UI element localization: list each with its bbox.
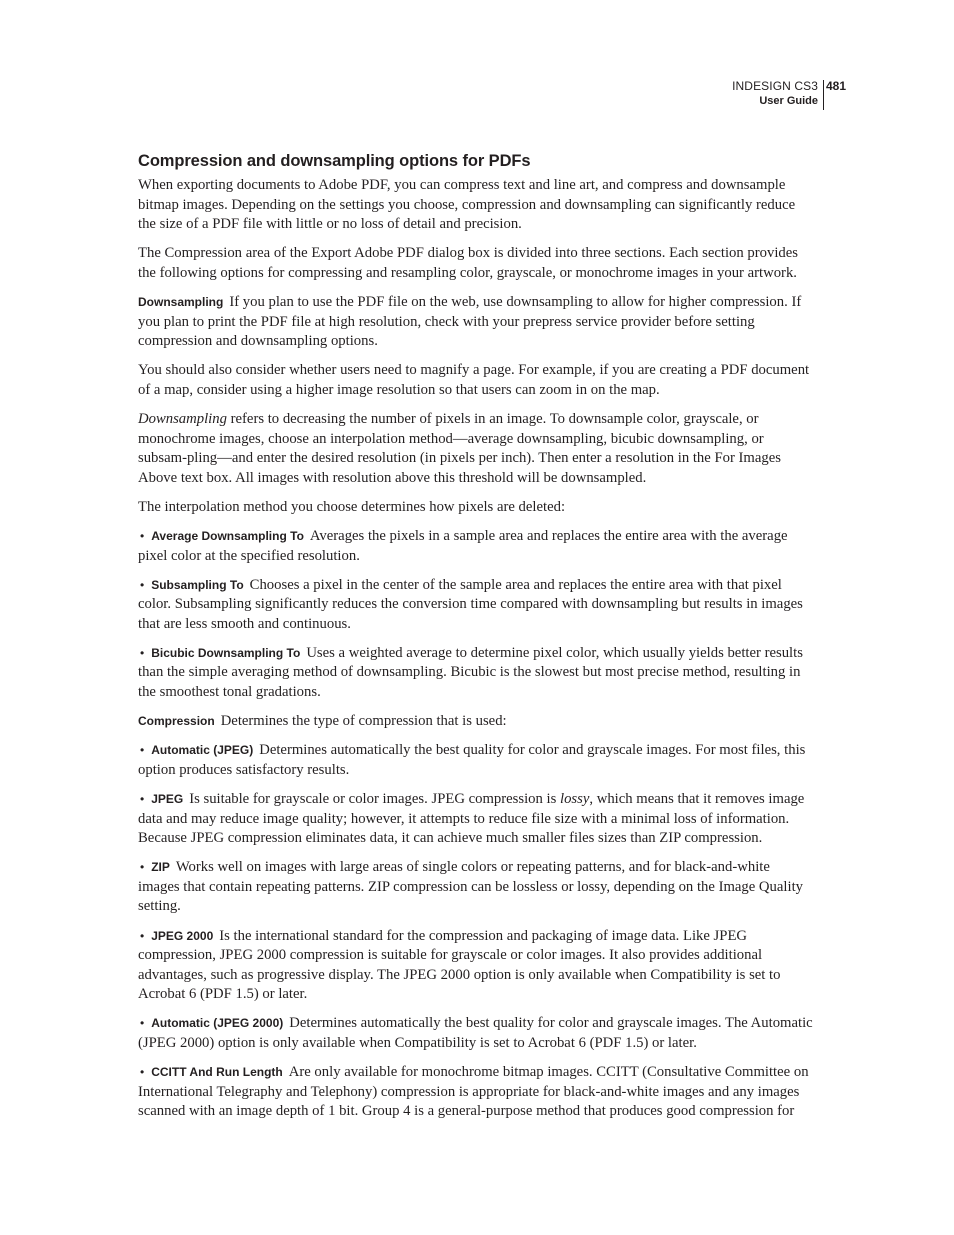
definition-paragraph bbox=[138, 410, 814, 488]
intro-paragraph: When exporting documents to Adobe PDF, you can compress text and line art, and compress and downsample bitmap images. Depending on the settings you choose, compression and downsampling can significantly reduce the size of a PDF file with little or no loss of detail and precision. bbox=[138, 177, 796, 233]
bullet-term: Subsampling To bbox=[151, 577, 244, 592]
header-guide: User Guide bbox=[759, 95, 818, 107]
bullet-term: Automatic (JPEG 2000) bbox=[151, 1016, 284, 1031]
bullet-term: Automatic (JPEG) bbox=[151, 743, 254, 758]
emphasis-lossy: lossy bbox=[560, 790, 590, 807]
bullet-item bbox=[138, 527, 814, 566]
bullet-term: Bicubic Downsampling To bbox=[151, 645, 301, 660]
bullet-text: Uses a weighted average to determine pixel color, which usually yields better results than the simple averaging method of downsampling. Bicubic is the slowest but most precise method, resulting in the smoothest tonal gradations. bbox=[138, 644, 803, 701]
bullet-marker: • bbox=[140, 743, 145, 758]
bullet-term: JPEG bbox=[151, 791, 184, 806]
bullet-term: CCITT And Run Length bbox=[151, 1065, 283, 1080]
bullet-term: Average Downsampling To bbox=[151, 528, 304, 543]
bullet-marker: • bbox=[140, 645, 145, 660]
bullet-term: JPEG 2000 bbox=[151, 928, 214, 943]
bullet-text: , which means that it removes image data and may reduce image quality; however, it attempts to reduce file size with a minimal loss of information. Because JPEG compression eliminates data, it can achieve much smaller files sizes than ZIP compression. bbox=[138, 790, 805, 847]
bullet-item bbox=[138, 576, 814, 635]
paragraph-text: refers to decreasing the number of pixels in an image. To downsample color, grayscale, or monochrome images, choose an interpolation method—average downsampling, bicubic downsampling, or subsam-pling—and enter the desired resolution (in pixels per inch). Then enter a resolution in the For Images Above text box. All images with resolution above this threshold will be downsampled. bbox=[138, 410, 781, 486]
bullet-marker: • bbox=[140, 860, 145, 875]
bullet-item bbox=[138, 1014, 814, 1053]
bullet-marker: • bbox=[140, 577, 145, 592]
intro-paragraph: The Compression area of the Export Adobe PDF dialog box is divided into three sections. Each section provides the following options for compressing and resampling color, grayscale, or monochrome images in your artwork. bbox=[138, 245, 798, 281]
bullet-item bbox=[138, 927, 814, 1005]
magnify-paragraph: You should also consider whether users need to magnify a page. For example, if you are creating a PDF document of a map, consider using a higher image resolution so that users can zoom in on the map. bbox=[138, 362, 810, 398]
bullet-text: Works well on images with large areas of single colors or repeating patterns, and for black-and-white images that contain repeating patterns. ZIP compression can be lossless or lossy, depending on the Image Quality setting. bbox=[138, 859, 803, 915]
bullet-text: Chooses a pixel in the center of the sample area and replaces the entire area with that pixel color. Subsampling significantly reduces the conversion time compared with downsampling but results in images that are less smooth and continuous. bbox=[138, 576, 803, 632]
page-body bbox=[138, 150, 814, 1131]
bullet-marker: • bbox=[140, 1065, 145, 1080]
bullet-marker: • bbox=[140, 928, 145, 943]
bullet-item bbox=[138, 1063, 814, 1122]
bullet-item bbox=[138, 644, 814, 703]
header-divider bbox=[823, 80, 824, 110]
header-text bbox=[732, 79, 818, 109]
compression-paragraph bbox=[138, 712, 814, 732]
bullet-item bbox=[138, 741, 814, 780]
paragraph-text: If you plan to use the PDF file on the web, use downsampling to allow for higher compression. If you plan to print the PDF file at high resolution, check with your prepress service provider before setting compression and downsampling options. bbox=[138, 293, 802, 350]
paragraph-text: Determines the type of compression that is used: bbox=[220, 713, 507, 730]
bullet-item bbox=[138, 790, 814, 849]
page-header bbox=[646, 79, 846, 111]
bullet-text: Determines automatically the best quality for color and grayscale images. For most files, this option produces satisfactory results. bbox=[138, 742, 806, 778]
interpolation-paragraph: The interpolation method you choose determines how pixels are deleted: bbox=[138, 498, 566, 515]
bullet-term: ZIP bbox=[151, 860, 170, 875]
term-compression: Compression bbox=[138, 714, 215, 729]
bullet-text: Is the international standard for the compression and packaging of image data. Like JPEG compression, JPEG 2000 compression is suitable for grayscale or color images. It also provides additional advantages, such as progressive display. The JPEG 2000 option is only available when Compatibility is set to Acrobat 6 (PDF 1.5) or later. bbox=[138, 927, 781, 1003]
bullet-item bbox=[138, 858, 814, 917]
bullet-text: Averages the pixels in a sample area and replaces the entire area with the average pixel color at the specified resolution. bbox=[138, 527, 788, 564]
header-product: INDESIGN CS3 bbox=[732, 79, 818, 93]
page-number: 481 bbox=[825, 79, 846, 93]
downsampling-paragraph bbox=[138, 293, 814, 352]
bullet-marker: • bbox=[140, 1016, 145, 1031]
definition-term: Downsampling bbox=[138, 410, 227, 427]
bullet-marker: • bbox=[140, 528, 145, 543]
bullet-marker: • bbox=[140, 791, 145, 806]
term-downsampling: Downsampling bbox=[138, 294, 224, 309]
bullet-text: Are only available for monochrome bitmap images. CCITT (Consultative Committee on International Telegraphy and Telephony) compression is appropriate for black-and-white images and any images scanned with an image depth of 1 bit. Group 4 is a general-purpose method that produces good compression for bbox=[138, 1064, 809, 1120]
bullet-text: Is suitable for grayscale or color images. JPEG compression is bbox=[189, 790, 560, 807]
bullet-text: Determines automatically the best quality for color and grayscale images. The Automatic (JPEG 2000) option is only available when Compatibility is set to Acrobat 6 (PDF 1.5) or later. bbox=[138, 1015, 813, 1051]
section-title: Compression and downsampling options for PDFs bbox=[138, 152, 531, 170]
